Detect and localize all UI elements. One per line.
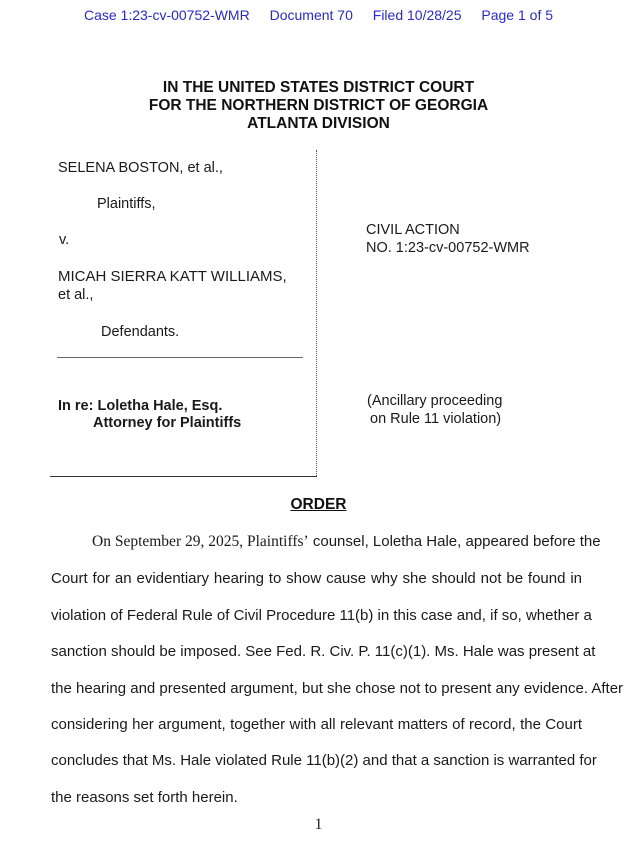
caption-bottom-rule: [50, 476, 317, 477]
court-line-1: IN THE UNITED STATES DISTRICT COURT: [162, 79, 475, 96]
in-re-line-2: Attorney for Plaintiffs: [93, 415, 242, 431]
defendant-role: Defendants.: [101, 324, 180, 340]
body-line-2: Court for an evidentiary hearing to show cause why she should not be found in: [51, 570, 582, 587]
plaintiff-name: SELENA BOSTON, et al.,: [58, 160, 223, 176]
civil-action-label: CIVIL ACTION: [366, 222, 460, 238]
body-line-8: the reasons set forth herein.: [51, 789, 238, 806]
in-re-line-1: In re: Loletha Hale, Esq.: [58, 398, 223, 414]
caption-vertical-divider: [316, 150, 317, 476]
order-title: ORDER: [290, 496, 347, 513]
ecf-header-stamp: [0, 7, 637, 23]
defendant-name-cont: et al.,: [58, 287, 94, 303]
ancillary-note-line-2: on Rule 11 violation): [370, 411, 502, 427]
court-line-2: FOR THE NORTHERN DISTRICT OF GEORGIA: [148, 97, 489, 114]
body-line-4: sanction should be imposed. See Fed. R. Civ. P. 11(c)(1). Ms. Hale was present at: [51, 643, 596, 660]
body-line-1-serif: On September 29, 2025, Plaintiffs’: [92, 533, 309, 550]
ancillary-note-line-1: (Ancillary proceeding: [367, 393, 503, 409]
caption-divider: [57, 357, 303, 358]
body-line-1: [92, 533, 601, 551]
versus: v.: [59, 232, 70, 248]
body-line-1-rest: counsel, Loletha Hale, appeared before the: [308, 533, 601, 550]
filed-date: Filed 10/28/25: [372, 7, 462, 23]
defendant-name: MICAH SIERRA KATT WILLIAMS,: [58, 268, 287, 285]
document-number: Document 70: [269, 7, 353, 23]
body-line-5: the hearing and presented argument, but she chose not to present any evidence. After: [51, 680, 624, 697]
court-line-3: ATLANTA DIVISION: [247, 115, 390, 132]
case-number: Case 1:23-cv-00752-WMR: [83, 7, 250, 23]
body-line-3: violation of Federal Rule of Civil Procedure 11(b) in this case and, if so, whether a: [51, 607, 592, 624]
civil-action-number: NO. 1:23-cv-00752-WMR: [366, 240, 530, 256]
page-indicator: Page 1 of 5: [481, 7, 554, 23]
page-number: 1: [314, 816, 323, 833]
body-line-6: considering her argument, together with all relevant matters of record, the Court: [51, 716, 582, 733]
plaintiff-role: Plaintiffs,: [97, 196, 156, 212]
body-line-7: concludes that Ms. Hale violated Rule 11(b)(2) and that a sanction is warranted for: [51, 752, 597, 769]
